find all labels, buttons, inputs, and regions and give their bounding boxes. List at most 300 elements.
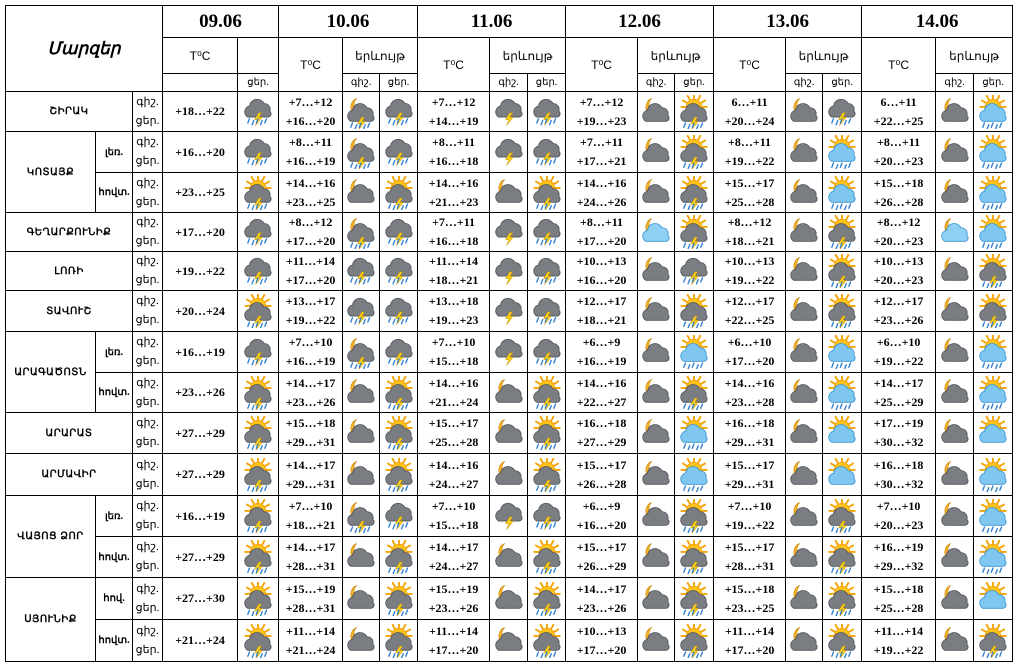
weather-icon-cell <box>823 373 862 413</box>
weather-icon-cell <box>238 132 279 173</box>
moon-cloud-dark-icon <box>639 540 673 574</box>
temperature-range <box>418 213 490 252</box>
temperature-day: +23…+25 <box>285 194 336 209</box>
moon-cloud-dark-icon <box>492 376 526 410</box>
temperature-range <box>714 454 786 496</box>
sun-cloud-rain-icon <box>976 176 1010 210</box>
temperature-day: +29…+31 <box>285 476 336 491</box>
cloud-storm-rain-icon <box>530 335 564 369</box>
weather-icon-cell <box>823 496 862 537</box>
weather-icon-cell <box>786 537 823 578</box>
empty-header <box>163 74 238 92</box>
temperature-day: +19…+22 <box>724 518 775 532</box>
weather-icon-cell <box>974 496 1013 537</box>
temperature-range <box>714 252 786 291</box>
weather-icon-cell <box>490 252 528 291</box>
temperature-day: +19…+23 <box>576 113 627 128</box>
sun-cloud-storm-rain-icon <box>241 294 275 328</box>
weather-icon-cell <box>675 213 714 252</box>
temperature-day: +17…+20 <box>428 642 479 657</box>
region-name: ՍՅՈՒՆԻՔ <box>6 578 96 662</box>
temperature-night: +8…+12 <box>876 215 921 229</box>
temperature-night: +15…+17 <box>724 175 775 190</box>
weather-icon-cell <box>343 173 380 213</box>
row-labels <box>133 373 163 413</box>
row-labels <box>133 537 163 578</box>
temperature-range <box>566 173 638 213</box>
temp-column-header: T⁰C <box>566 38 638 92</box>
weather-icon-cell <box>974 620 1013 662</box>
moon-cloud-dark-icon <box>938 294 972 328</box>
temperature-range <box>566 252 638 291</box>
cloud-storm-rain-icon <box>530 215 564 249</box>
temperature-night: +8…+11 <box>877 135 921 149</box>
temperature-day: +18…+22 <box>163 92 238 132</box>
moon-cloud-dark-icon <box>344 416 378 450</box>
night-row-label: գիշ. <box>136 176 159 189</box>
temperature-range <box>279 537 343 578</box>
weather-icon-cell <box>343 578 380 620</box>
weather-icon-cell <box>343 537 380 578</box>
temperature-night: +14…+17 <box>428 540 479 554</box>
forecast-table <box>5 5 1013 662</box>
temperature-night: +6…+9 <box>582 335 621 349</box>
moon-cloud-dark-icon <box>492 416 526 450</box>
temperature-range <box>714 537 786 578</box>
weather-icon-cell <box>490 496 528 537</box>
weather-icon-cell <box>823 213 862 252</box>
weather-icon-cell <box>638 332 675 373</box>
temperature-day: +22…+25 <box>724 313 775 327</box>
temperature-night: +10…+13 <box>576 623 627 638</box>
sun-cloud-storm-rain-icon <box>677 95 711 129</box>
weather-icon-cell <box>786 454 823 496</box>
region-row <box>6 454 1013 496</box>
temperature-range <box>566 373 638 413</box>
night-label: գիշ. <box>490 74 528 92</box>
temp-column-header: T⁰C <box>862 38 936 92</box>
weather-icon-cell <box>936 252 974 291</box>
temperature-range <box>566 620 638 662</box>
weather-icon-cell <box>380 213 418 252</box>
temperature-night: +15…+17 <box>724 457 775 472</box>
night-row-label: գիշ. <box>136 255 159 267</box>
temperature-range <box>418 413 490 454</box>
temperature-night: +6…+10 <box>727 335 772 349</box>
moon-cloud-icon <box>938 215 972 249</box>
temperature-night: +7…+10 <box>288 335 333 349</box>
row-labels <box>133 332 163 373</box>
sun-cloud-storm-rain-icon <box>677 294 711 328</box>
moon-cloud-dark-icon <box>639 254 673 288</box>
sun-cloud-icon <box>825 416 859 450</box>
temp-column-header: T⁰C <box>714 38 786 92</box>
moon-cloud-dark-icon <box>787 458 821 492</box>
moon-cloud-dark-icon <box>787 176 821 210</box>
temperature-range <box>714 620 786 662</box>
moon-cloud-dark-icon <box>787 335 821 369</box>
moon-cloud-dark-icon <box>344 540 378 574</box>
temperature-night: +11…+14 <box>286 623 336 638</box>
weather-icon-cell <box>638 92 675 132</box>
weather-icon-cell <box>528 332 566 373</box>
temperature-night: +7…+12 <box>579 94 624 109</box>
weather-icon-cell <box>490 373 528 413</box>
moon-cloud-dark-icon <box>938 540 972 574</box>
weather-icon-cell <box>490 578 528 620</box>
night-row-label: գիշ. <box>136 417 159 429</box>
temperature-night: +15…+17 <box>576 457 627 472</box>
temperature-day: +27…+29 <box>163 454 238 496</box>
day-row-label: ցեր. <box>135 436 160 448</box>
moon-cloud-dark-icon <box>639 499 673 533</box>
region-row <box>6 413 1013 454</box>
temperature-day: +26…+29 <box>576 559 627 573</box>
weather-icon-cell <box>238 173 279 213</box>
weather-icon-cell <box>490 332 528 373</box>
row-labels <box>133 213 163 252</box>
temperature-night: +13…+17 <box>285 294 336 308</box>
moon-cloud-dark-icon <box>938 582 972 616</box>
weather-icon-cell <box>936 373 974 413</box>
temperature-day: +16…+20 <box>576 273 627 287</box>
temperature-range <box>566 291 638 332</box>
temperature-day: +22…+25 <box>873 113 924 128</box>
phenomenon-column-header: երևույթ <box>936 38 1013 74</box>
temperature-day: +22…+27 <box>576 394 627 409</box>
sun-cloud-rain-icon <box>976 499 1010 533</box>
weather-icon-cell <box>528 213 566 252</box>
sun-cloud-storm-rain-icon <box>530 416 564 450</box>
weather-icon-cell <box>786 332 823 373</box>
weather-icon-cell <box>936 213 974 252</box>
sun-cloud-storm-rain-icon <box>976 624 1010 658</box>
day-row-label: ցեր. <box>135 519 160 531</box>
sun-cloud-storm-rain-icon <box>530 458 564 492</box>
night-row-label: գիշ. <box>136 624 159 637</box>
weather-icon-cell <box>638 252 675 291</box>
weather-icon-cell <box>675 413 714 454</box>
temperature-range <box>566 578 638 620</box>
moon-cloud-dark-icon <box>787 254 821 288</box>
moon-cloud-dark-icon <box>787 499 821 533</box>
empty-header <box>238 38 279 74</box>
weather-icon-cell <box>343 92 380 132</box>
weather-icon-cell <box>528 620 566 662</box>
temperature-night: +15…+18 <box>873 581 924 596</box>
weather-icon-cell <box>490 454 528 496</box>
weather-icon-cell <box>343 496 380 537</box>
row-labels <box>133 454 163 496</box>
day-row-label: ցեր. <box>135 114 160 127</box>
temperature-night: +8…+12 <box>727 215 772 229</box>
cloud-storm-rain-icon <box>382 254 416 288</box>
region-row <box>6 92 1013 132</box>
moon-cloud-dark-icon <box>492 176 526 210</box>
temperature-night: +8…+11 <box>432 135 476 149</box>
weather-icon-cell <box>936 454 974 496</box>
weather-icon-cell <box>528 373 566 413</box>
phenomenon-column-header: երևույթ <box>343 38 418 74</box>
weather-icon-cell <box>974 291 1013 332</box>
temperature-night: +14…+17 <box>576 581 627 596</box>
moon-cloud-dark-icon <box>344 582 378 616</box>
temperature-range <box>418 578 490 620</box>
temperature-range <box>279 620 343 662</box>
night-row-label: գիշ. <box>136 500 159 512</box>
temperature-range <box>279 496 343 537</box>
temperature-day: +20…+24 <box>724 113 775 128</box>
night-label: գիշ. <box>936 74 974 92</box>
sun-cloud-rain-icon <box>976 215 1010 249</box>
moon-cloud-dark-icon <box>938 458 972 492</box>
region-name: ՇԻՐԱԿ <box>6 92 133 132</box>
temperature-day: +24…+26 <box>576 194 627 209</box>
cloud-storm-rain-icon <box>241 335 275 369</box>
cloud-storm-rain-icon <box>382 499 416 533</box>
weather-icon-cell <box>528 454 566 496</box>
row-labels <box>133 620 163 662</box>
temperature-day: +17…+20 <box>285 234 336 248</box>
day-row-label: ցեր. <box>135 395 160 408</box>
temperature-range <box>714 413 786 454</box>
weather-icon-cell <box>974 454 1013 496</box>
moon-cloud-storm-rain-icon <box>344 95 378 129</box>
temperature-range <box>418 92 490 132</box>
sun-cloud-storm-rain-icon <box>976 294 1010 328</box>
temperature-night: +15…+18 <box>873 175 924 190</box>
temperature-night: +14…+16 <box>724 375 775 390</box>
temperature-night: +15…+17 <box>428 416 479 430</box>
sun-cloud-storm-rain-icon <box>241 540 275 574</box>
temperature-day: +21…+24 <box>163 620 238 662</box>
night-row-label: գիշ. <box>136 295 159 307</box>
temperature-night: +10…+13 <box>873 254 924 268</box>
weather-icon-cell <box>786 132 823 173</box>
temperature-day: +29…+31 <box>724 435 775 449</box>
region-row <box>6 252 1013 291</box>
sun-cloud-storm-rain-icon <box>677 582 711 616</box>
temperature-range <box>862 537 936 578</box>
cloud-storm-rain-icon <box>382 135 416 169</box>
weather-icon-cell <box>490 92 528 132</box>
temperature-night: +14…+16 <box>285 175 336 190</box>
temperature-day: +16…+18 <box>428 154 479 168</box>
temperature-night: +11…+14 <box>429 623 479 638</box>
moon-cloud-storm-rain-icon <box>344 499 378 533</box>
sun-cloud-rain-icon <box>976 458 1010 492</box>
temp-column-header: T⁰C <box>279 38 343 92</box>
region-row <box>6 373 1013 413</box>
weather-icon-cell <box>974 252 1013 291</box>
weather-icon-cell <box>238 92 279 132</box>
temperature-range <box>418 252 490 291</box>
temperature-range <box>566 454 638 496</box>
temperature-range <box>566 132 638 173</box>
temperature-night: +8…+11 <box>289 135 333 149</box>
moon-cloud-dark-icon <box>639 624 673 658</box>
weather-icon-cell <box>638 537 675 578</box>
weather-icon-cell <box>343 620 380 662</box>
weather-icon-cell <box>238 496 279 537</box>
temperature-range <box>862 373 936 413</box>
cloud-dark-storm-icon <box>492 95 526 129</box>
sun-cloud-storm-rain-icon <box>677 176 711 210</box>
moon-cloud-dark-icon <box>492 540 526 574</box>
temperature-day: +15…+18 <box>428 518 479 532</box>
moon-cloud-dark-icon <box>639 176 673 210</box>
weather-icon-cell <box>974 413 1013 454</box>
temperature-range <box>714 496 786 537</box>
weather-icon-cell <box>490 537 528 578</box>
temperature-range <box>714 132 786 173</box>
moon-cloud-dark-icon <box>938 416 972 450</box>
weather-icon-cell <box>238 454 279 496</box>
weather-icon-cell <box>936 291 974 332</box>
sub-region-label: լեռ. <box>96 332 133 373</box>
temperature-day: +19…+22 <box>724 273 775 287</box>
temperature-day: +27…+29 <box>576 435 627 449</box>
weather-icon-cell <box>675 373 714 413</box>
temperature-day: +27…+30 <box>163 578 238 620</box>
phenomenon-column-header: երևույթ <box>786 38 862 74</box>
weather-icon-cell <box>343 132 380 173</box>
cloud-dark-storm-icon <box>492 254 526 288</box>
temperature-night: +7…+11 <box>432 215 476 229</box>
temperature-night: 6…+11 <box>880 94 917 109</box>
weather-icon-cell <box>675 173 714 213</box>
weather-icon-cell <box>380 537 418 578</box>
temperature-day: +16…+20 <box>576 518 627 532</box>
weather-icon-cell <box>380 252 418 291</box>
weather-icon-cell <box>638 578 675 620</box>
weather-icon-cell <box>974 373 1013 413</box>
temperature-day: +25…+28 <box>873 600 924 615</box>
weather-icon-cell <box>936 332 974 373</box>
weather-icon-cell <box>638 291 675 332</box>
temperature-day: +20…+23 <box>873 154 924 168</box>
weather-icon-cell <box>823 454 862 496</box>
temperature-night: +15…+18 <box>285 416 336 430</box>
weather-icon-cell <box>638 132 675 173</box>
day-label: ցեր. <box>238 74 279 92</box>
day-row-label: ցեր. <box>135 355 160 367</box>
temperature-day: +27…+29 <box>163 413 238 454</box>
cloud-dark-storm-icon <box>492 294 526 328</box>
cloud-dark-storm-icon <box>492 499 526 533</box>
temperature-range <box>279 213 343 252</box>
weather-icon-cell <box>974 173 1013 213</box>
moon-cloud-dark-icon <box>787 376 821 410</box>
weather-icon-cell <box>823 92 862 132</box>
temperature-day: +14…+19 <box>428 113 479 128</box>
sun-cloud-rain-icon <box>825 376 859 410</box>
temperature-night: +11…+14 <box>429 254 479 268</box>
temperature-day: +26…+28 <box>576 476 627 491</box>
moon-cloud-storm-rain-icon <box>344 215 378 249</box>
temperature-day: +26…+28 <box>873 194 924 209</box>
weather-icon-cell <box>490 132 528 173</box>
moon-cloud-dark-icon <box>938 499 972 533</box>
moon-cloud-dark-icon <box>787 294 821 328</box>
moon-cloud-dark-icon <box>938 335 972 369</box>
cloud-storm-rain-icon <box>241 215 275 249</box>
region-row <box>6 537 1013 578</box>
weather-icon-cell <box>343 291 380 332</box>
date-header: 11.06 <box>418 6 566 38</box>
weather-icon-cell <box>380 332 418 373</box>
sun-cloud-storm-rain-icon <box>382 176 416 210</box>
temperature-night: +15…+17 <box>724 540 775 554</box>
temperature-day: +28…+31 <box>285 600 336 615</box>
weather-icon-cell <box>343 413 380 454</box>
sun-cloud-rain-icon <box>976 135 1010 169</box>
weather-icon-cell <box>638 213 675 252</box>
moon-cloud-dark-icon <box>938 176 972 210</box>
weather-icon-cell <box>343 213 380 252</box>
weather-icon-cell <box>528 413 566 454</box>
temperature-night: +7…+10 <box>727 499 772 513</box>
region-name: ՏԱՎՈՒՇ <box>6 291 133 332</box>
weather-icon-cell <box>380 291 418 332</box>
cloud-storm-rain-icon <box>241 254 275 288</box>
weather-icon-cell <box>823 291 862 332</box>
temperature-day: +16…+19 <box>163 332 238 373</box>
moon-cloud-dark-icon <box>639 294 673 328</box>
temperature-day: +25…+28 <box>428 435 479 449</box>
weather-icon-cell <box>974 92 1013 132</box>
cloud-storm-rain-icon <box>825 95 859 129</box>
date-header: 13.06 <box>714 6 862 38</box>
region-name: ԱՐԱՐԱՏ <box>6 413 133 454</box>
region-row <box>6 173 1013 213</box>
weather-icon-cell <box>238 332 279 373</box>
weather-icon-cell <box>380 132 418 173</box>
sun-cloud-storm-rain-icon <box>241 499 275 533</box>
cloud-dark-storm-icon <box>492 335 526 369</box>
temperature-night: +7…+10 <box>876 499 921 513</box>
date-header: 12.06 <box>566 6 714 38</box>
day-label: ցեր. <box>974 74 1013 92</box>
sub-region-label: լեռ. <box>96 496 133 537</box>
temperature-range <box>862 252 936 291</box>
moon-cloud-dark-icon <box>639 458 673 492</box>
temperature-range <box>862 92 936 132</box>
weather-icon-cell <box>675 252 714 291</box>
weather-icon-cell <box>936 620 974 662</box>
region-row <box>6 332 1013 373</box>
temperature-night: +6…+10 <box>876 335 921 349</box>
weather-icon-cell <box>238 578 279 620</box>
temperature-night: +12…+17 <box>576 294 627 308</box>
sun-cloud-storm-rain-icon <box>241 624 275 658</box>
weather-icon-cell <box>823 252 862 291</box>
temperature-day: +23…+26 <box>285 394 336 409</box>
temperature-night: +12…+17 <box>873 294 924 308</box>
row-labels <box>133 173 163 213</box>
sun-cloud-rain-icon <box>976 376 1010 410</box>
weather-icon-cell <box>974 332 1013 373</box>
day-label: ցեր. <box>528 74 566 92</box>
temperature-night: +15…+18 <box>724 581 775 596</box>
temperature-night: +15…+17 <box>576 540 627 554</box>
moon-cloud-dark-icon <box>344 624 378 658</box>
moon-cloud-dark-icon <box>639 416 673 450</box>
temperature-day: +24…+27 <box>428 559 479 573</box>
temperature-day: +21…+24 <box>428 394 479 409</box>
moon-cloud-dark-icon <box>787 416 821 450</box>
weather-icon-cell <box>823 173 862 213</box>
